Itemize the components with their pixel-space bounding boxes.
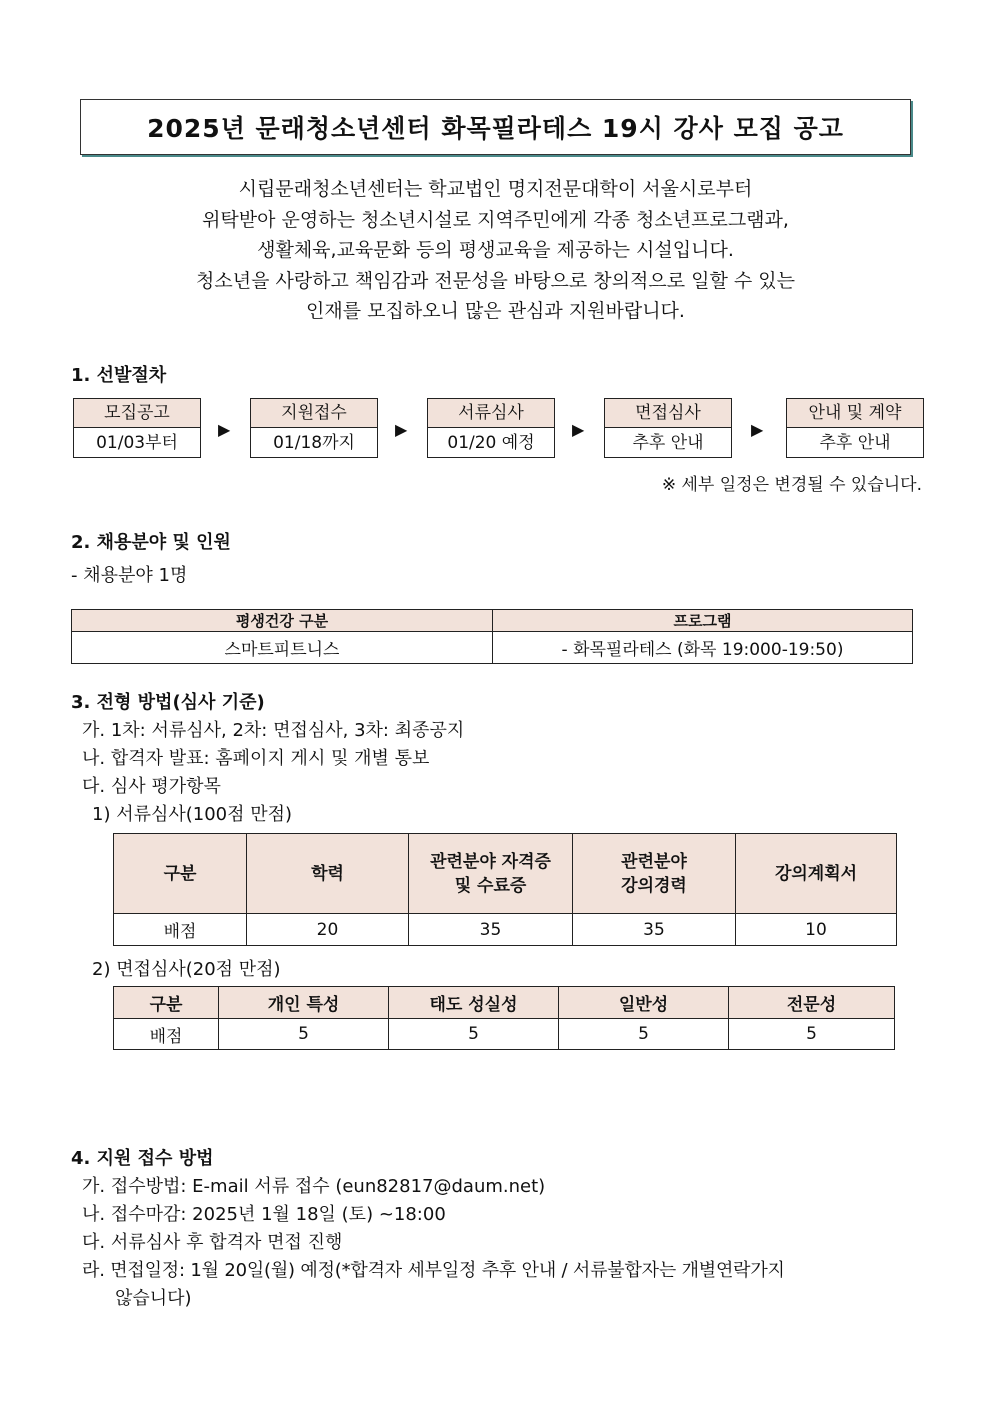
- step-label: 안내 및 계약: [787, 399, 923, 428]
- application-item-continued: 않습니다): [115, 1288, 192, 1309]
- step-box: [427, 398, 555, 458]
- application-item: 다. 서류심사 후 합격자 면접 진행: [82, 1232, 343, 1253]
- arrow-right-icon: ▶: [218, 420, 231, 439]
- step-date: 추후 안내: [632, 433, 704, 453]
- intro-line: 인재를 모집하오니 많은 관심과 지원바랍니다.: [306, 300, 685, 322]
- step-box: [786, 398, 924, 458]
- table-header: 학력: [247, 834, 409, 914]
- section-heading-application: 4. 지원 접수 방법: [71, 1148, 214, 1169]
- arrow-right-icon: ▶: [395, 420, 408, 439]
- table-header: 프로그램: [493, 610, 913, 632]
- table-header: 구분: [114, 834, 247, 914]
- table-cell: - 화목필라테스 (화목 19:000-19:50): [493, 632, 913, 664]
- table-header: 강의계획서: [736, 834, 897, 914]
- step-date: 추후 안내: [819, 433, 891, 453]
- table-cell: 5: [559, 1019, 729, 1050]
- interview-table: [113, 986, 895, 1050]
- step-label: 서류심사: [428, 399, 554, 428]
- table-cell: 5: [389, 1019, 559, 1050]
- table-header: 관련분야 강의경력: [573, 834, 736, 914]
- table-header: 구분: [114, 987, 219, 1019]
- step-box: [73, 398, 201, 458]
- table-header: 관련분야 자격증 및 수료증: [409, 834, 573, 914]
- step-date: 01/03부터: [96, 433, 178, 453]
- section-heading-method: 3. 전형 방법(심사 기준): [71, 692, 265, 713]
- intro-line: 위탁받아 운영하는 청소년시설로 지역주민에게 각종 청소년프로그램과,: [202, 208, 789, 231]
- table-header: 전문성: [729, 987, 895, 1019]
- table-cell: 스마트피트니스: [72, 632, 493, 664]
- doc-review-table: [113, 833, 897, 946]
- section-heading-field: 2. 채용분야 및 인원: [71, 532, 231, 553]
- method-item: 나. 합격자 발표: 홈페이지 게시 및 개별 통보: [82, 748, 430, 769]
- table-cell: 35: [573, 914, 736, 946]
- field-count: - 채용분야 1명: [71, 565, 188, 586]
- field-table: [71, 609, 913, 664]
- table-cell: 35: [409, 914, 573, 946]
- table-cell: 10: [736, 914, 897, 946]
- step-label: 지원접수: [251, 399, 377, 428]
- table-header: 태도 성실성: [389, 987, 559, 1019]
- intro-paragraph: [80, 174, 911, 327]
- table-cell: 20: [247, 914, 409, 946]
- table-header: 개인 특성: [219, 987, 389, 1019]
- arrow-right-icon: ▶: [751, 420, 764, 439]
- arrow-right-icon: ▶: [572, 420, 585, 439]
- doc-review-title: 1) 서류심사(100점 만점): [92, 804, 293, 825]
- step-label: 모집공고: [74, 399, 200, 428]
- step-box: [250, 398, 378, 458]
- intro-line: 청소년을 사랑하고 책임감과 전문성을 바탕으로 창의적으로 일할 수 있는: [196, 269, 795, 292]
- table-cell: 배점: [114, 1019, 219, 1050]
- step-box: [604, 398, 732, 458]
- table-cell: 5: [219, 1019, 389, 1050]
- intro-line: 생활체육,교육문화 등의 평생교육을 제공하는 시설입니다.: [257, 239, 734, 261]
- step-label: 면접심사: [605, 399, 731, 428]
- table-cell: 배점: [114, 914, 247, 946]
- schedule-note: ※ 세부 일정은 변경될 수 있습니다.: [661, 475, 922, 495]
- step-date: 01/20 예정: [447, 433, 535, 453]
- method-item: 다. 심사 평가항목: [82, 776, 221, 797]
- table-header: 일반성: [559, 987, 729, 1019]
- page-title: 2025년 문래청소년센터 화목필라테스 19시 강사 모집 공고: [80, 99, 911, 155]
- table-header: 평생건강 구분: [72, 610, 493, 632]
- application-item: 가. 접수방법: E-mail 서류 접수 (eun82817@daum.net): [82, 1176, 546, 1197]
- application-item: 나. 접수마감: 2025년 1월 18일 (토) ~18:00: [82, 1204, 446, 1225]
- intro-line: 시립문래청소년센터는 학교법인 명지전문대학이 서울시로부터: [238, 178, 753, 200]
- application-item: 라. 면접일정: 1월 20일(월) 예정(*합격자 세부일정 추후 안내 / 서류불합자는 개별연락가지: [82, 1260, 785, 1281]
- section-heading-selection: 1. 선발절차: [71, 365, 167, 386]
- table-cell: 5: [729, 1019, 895, 1050]
- interview-title: 2) 면접심사(20점 만점): [92, 959, 281, 980]
- step-date: 01/18까지: [273, 433, 355, 453]
- method-item: 가. 1차: 서류심사, 2차: 면접심사, 3차: 최종공지: [82, 720, 465, 741]
